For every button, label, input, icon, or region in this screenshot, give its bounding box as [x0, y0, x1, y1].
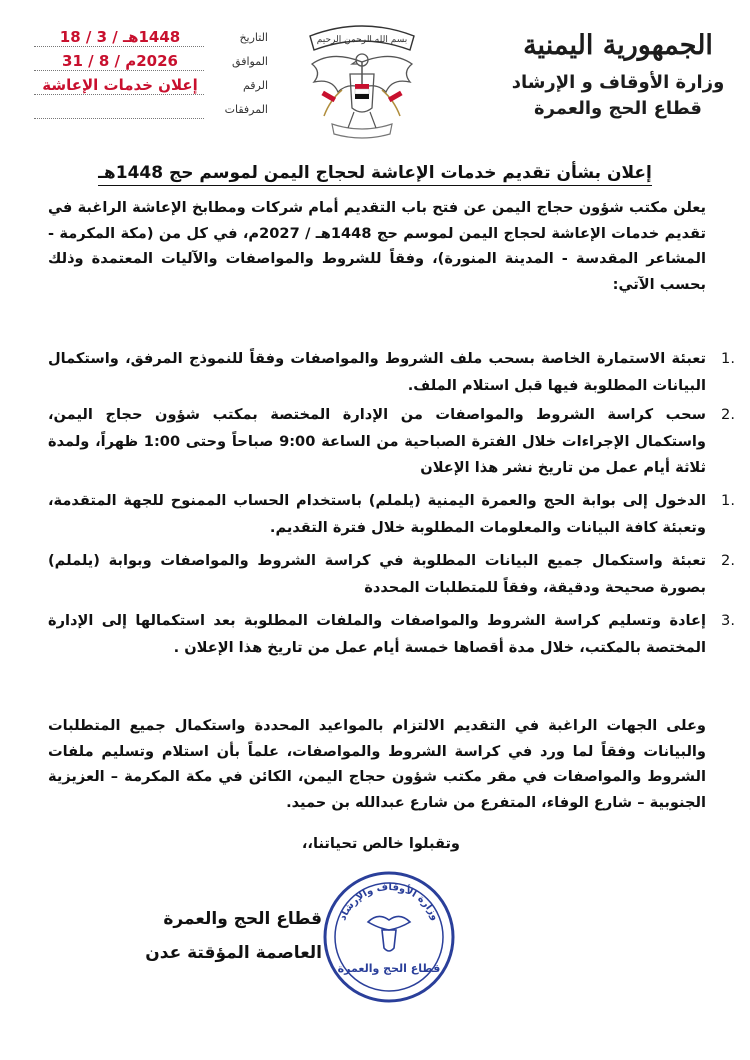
ref-label: الموافق	[232, 55, 268, 68]
list-item	[48, 608, 735, 661]
signature-line-1: قطاع الحج والعمرة	[163, 909, 322, 929]
stamp-center-text: قطاع الحج والعمرة	[337, 962, 441, 975]
document-subject	[30, 163, 720, 183]
list-number: .3	[721, 612, 735, 629]
closing-paragraph: وعلى الجهات الراغبة في التقديم الالتزام بالمواعيد المحددة واستكمال جميع المتطلبات والبيانات وفقاً لما ورد في كراسة الشروط والمواصفات، علماً بأن استلام وتسليم ملفات الشروط والمواصفات في مقر مكتب شؤون حجاج اليمن، الكائن في مكة المكرمة – العزيزية الجنوبية – شارع الوفاء، المتفرع من شارع عبدالله بن حميد.	[48, 717, 706, 811]
list-number: .1	[721, 492, 735, 509]
list-item	[48, 488, 735, 541]
list-text: الدخول إلى بوابة الحج والعمرة اليمنية (يلملم) باستخدام الحساب الممنوح للجهة المتقدمة، وتعبئة كافة البيانات والمعلومات المطلوبة خلال فترة التقديم.	[48, 492, 706, 536]
letterhead	[502, 22, 734, 122]
ref-underline	[34, 70, 204, 71]
ref-row-date	[18, 28, 268, 52]
list-item	[48, 402, 735, 482]
ref-label: الرقم	[242, 79, 268, 92]
ref-row-corresponding	[18, 52, 268, 76]
subject-text: إعلان بشأن تقديم خدمات الإعاشة لحجاج اليمن لموسم حج 1448هـ	[98, 163, 652, 186]
ministry-name: وزارة الأوقاف و الإرشاد	[511, 72, 725, 93]
republic-name: الجمهورية اليمنية	[523, 30, 713, 61]
signature-line-2: العاصمة المؤقتة عدن	[145, 943, 322, 963]
signature-block	[142, 902, 322, 970]
ref-underline	[34, 118, 204, 119]
ref-underline	[34, 46, 204, 47]
official-stamp-icon	[320, 868, 458, 1006]
ref-value: إعلان خدمات الإعاشة	[42, 76, 198, 94]
list-number: .2	[721, 552, 735, 569]
intro-paragraph: يعلن مكتب شؤون حجاج اليمن عن فتح باب التقديم أمام شركات ومطابخ الإعاشة الراغبة في تقديم خدمات الإعاشة لحجاج اليمن لموسم حج 1448هـ / 2027م، في كل من (مكة المكرمة - المشاعر المقدسة - المدينة المنورة)، وفقاً للشروط والمواصفات والآليات المعتمدة وذلك بحسب الآتي:	[48, 199, 706, 293]
ref-value: 2026م / 8 / 31	[62, 52, 178, 70]
ref-row-attachments	[18, 100, 268, 124]
list-text: تعبئة واستكمال جميع البيانات المطلوبة في كراسة الشروط والمواصفات وبوابة (يلملم) بصورة صحيحة ودقيقة، وفقاً للمتطلبات المحددة	[48, 552, 706, 596]
regards-line: وتقبلوا خالص تحياتنا،،	[301, 835, 460, 852]
ref-label: التاريخ	[239, 31, 268, 44]
ref-label: المرفقات	[224, 103, 268, 116]
yemen-emblem-icon	[292, 12, 432, 147]
stamp-ring-text: وزارة الأوقاف والإرشاد	[337, 881, 441, 923]
list-text: تعبئة الاستمارة الخاصة بسحب ملف الشروط والمواصفات وفقاً للنموذج المرفق، واستكمال البيانات المطلوبة فيها قبل استلام الملف.	[48, 350, 706, 394]
emblem-motto: بسم الله الرحمن الرحيم	[316, 35, 408, 45]
list-number: .1	[721, 350, 735, 367]
list-text: سحب كراسة الشروط والمواصفات من الإدارة المختصة بمكتب شؤون حجاج اليمن، واستكمال الإجراءات خلال الفترة الصباحية من الساعة 9:00 صباحاً وحتى 1:00 ظهراً، ولمدة ثلاثة أيام عمل من تاريخ نشر هذا الإعلان	[48, 406, 707, 476]
ref-underline	[34, 94, 204, 95]
list-item	[48, 346, 735, 399]
reference-block	[18, 28, 268, 124]
list-number: .2	[721, 406, 735, 423]
ref-value: 1448هـ / 3 / 18	[59, 28, 181, 46]
list-text: إعادة وتسليم كراسة الشروط والمواصفات والملفات المطلوبة بعد استكمالها إلى الإدارة المختصة بالمكتب، خلال مدة أقصاها خمسة أيام عمل من تاريخ هذا الإعلان .	[48, 612, 706, 656]
list-item	[48, 548, 735, 601]
svg-text:وزارة الأوقاف والإرشاد	[337, 882, 440, 922]
ref-row-number	[18, 76, 268, 100]
sector-name: قطاع الحج والعمرة	[534, 98, 702, 119]
